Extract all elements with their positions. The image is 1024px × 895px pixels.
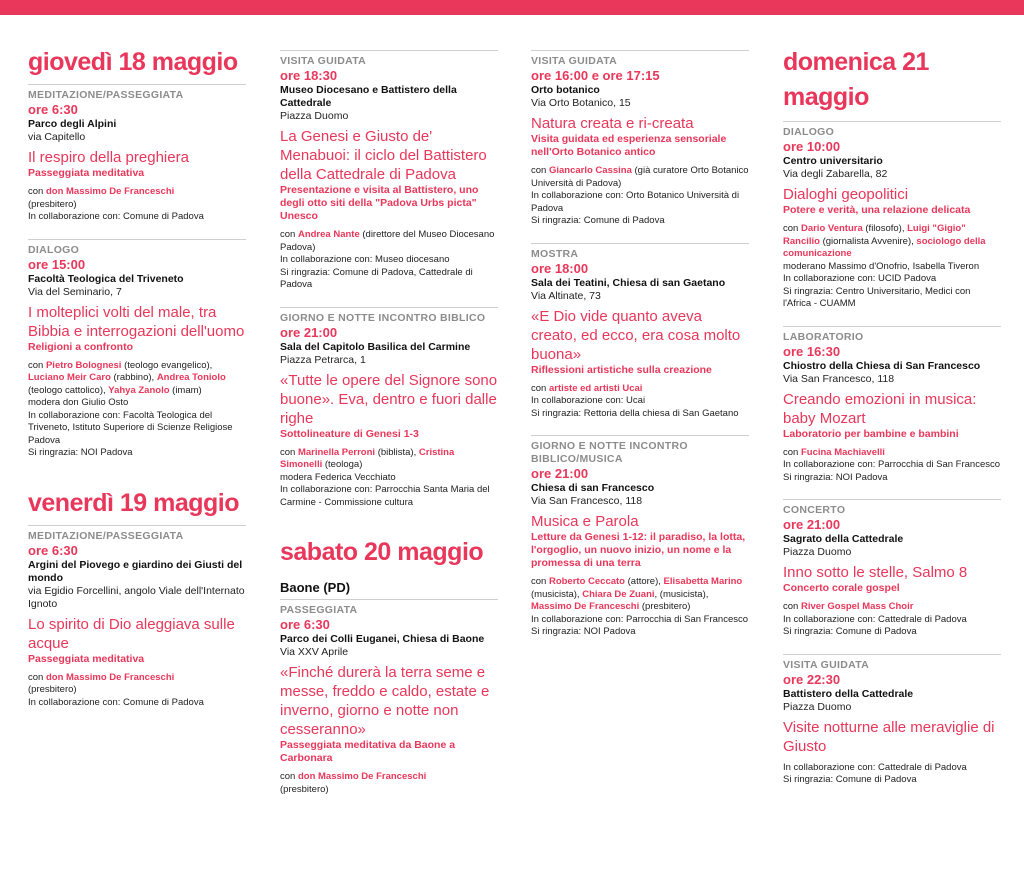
event-time: ore 21:00	[531, 466, 589, 481]
collaboration: In collaborazione con: Facoltà Teologica del Triveneto, Istituto Superiore di Scienze Religiose Padova	[28, 409, 233, 446]
event-title: Il respiro della preghiera	[28, 149, 189, 166]
event-details	[28, 360, 246, 460]
person-role: (presbitero)	[639, 601, 691, 612]
collaboration: In collaborazione con: Ucai	[531, 395, 646, 406]
person-name: Marinella Perroni	[297, 446, 376, 458]
collaboration: In collaborazione con: Museo diocesano	[280, 254, 450, 265]
person-name: Luigi "Gigio" Rancilio	[783, 223, 966, 247]
event-venue: Chiostro della Chiesa di San Francesco	[783, 359, 981, 372]
event-card	[783, 654, 1001, 787]
person-name: Elisabetta Marino	[663, 576, 743, 587]
event-time: ore 6:30	[280, 617, 330, 632]
thanks: Si ringrazia: NOI Padova	[783, 471, 888, 483]
event-time: ore 6:30	[28, 102, 78, 117]
event-category: VISITA GUIDATA	[783, 658, 870, 671]
with-label: con	[783, 446, 801, 458]
person-role: (imam)	[169, 384, 202, 396]
person-name: Pietro Bolognesi	[45, 359, 122, 371]
event-details	[531, 383, 749, 421]
role: (presbitero)	[28, 198, 77, 210]
person-name: Dario Ventura	[800, 223, 863, 234]
column-1	[28, 36, 246, 724]
day-heading: giovedì 18 maggio	[28, 48, 238, 76]
event-card	[783, 326, 1001, 485]
event-category: LABORATORIO	[783, 330, 864, 343]
event-card	[531, 243, 749, 421]
event-address: Via XXV Aprile	[280, 646, 349, 658]
event-category: MEDITAZIONE/PASSEGGIATA	[28, 529, 184, 542]
person-role-highlight: sociologo della comunicazione	[783, 235, 986, 259]
event-details	[280, 771, 498, 796]
event-card	[28, 525, 246, 710]
event-category: GIORNO E NOTTE INCONTRO BIBLICO/MUSICA	[531, 440, 688, 465]
event-title: Visite notturne alle meraviglie di Giusto	[783, 718, 995, 755]
with-label: con	[531, 165, 549, 176]
event-time: ore 10:00	[783, 139, 841, 154]
person-role: (musicista),	[531, 588, 583, 600]
person-name: Andrea Toniolo	[156, 372, 226, 383]
event-card	[783, 499, 1001, 639]
column-3	[531, 50, 749, 654]
collaboration: In collaborazione con: Comune di Padova	[28, 696, 204, 708]
event-category: MEDITAZIONE/PASSEGGIATA	[28, 89, 184, 101]
with-label: con	[531, 382, 549, 394]
event-time: ore 16:00 e ore 17:15	[531, 68, 660, 83]
event-title: I molteplici volti del male, tra Bibbia e interrogazioni dell'uomo	[28, 303, 245, 340]
person-name: don Massimo De Franceschi	[297, 771, 427, 782]
thanks: Si ringrazia: Comune di Padova	[783, 774, 917, 785]
event-address: Via degli Zabarella, 82	[783, 168, 888, 180]
with-label: con	[28, 671, 46, 683]
event-subtitle: Potere e verità, una relazione delicata	[783, 204, 971, 216]
event-title: «E Dio vide quanto aveva creato, ed ecco, era cosa molto buona»	[531, 307, 741, 363]
person-name: don Massimo De Franceschi	[45, 186, 175, 197]
collaboration: In collaborazione con: Orto Botanico Università di Padova	[531, 190, 740, 214]
event-subtitle: Religioni a confronto	[28, 340, 133, 353]
event-details	[28, 672, 246, 710]
with-label: con	[280, 446, 298, 458]
event-time: ore 21:00	[783, 517, 841, 532]
event-title: «Tutte le opere del Signore sono buone». Eva, dentro e fuori dalle righe	[280, 371, 498, 427]
event-title: «Finché durerà la terra seme e messe, freddo e caldo, estate e inverno, giorno e notte non cesseranno»	[280, 664, 490, 738]
day-heading: domenica 21 maggio	[783, 48, 929, 111]
event-subtitle: Visita guidata ed esperienza sensoriale nell'Orto Botanico antico	[531, 133, 727, 158]
event-address: Via Orto Botanico, 15	[531, 97, 631, 109]
with-label: con	[28, 186, 46, 197]
event-subtitle: Passeggiata meditativa da Baone a Carbonara	[280, 739, 456, 764]
thanks: Si ringrazia: Comune di Padova	[783, 626, 917, 637]
person-name: Luciano Meir Caro	[28, 372, 111, 383]
person-role: (biblista),	[375, 446, 419, 458]
event-card	[280, 599, 498, 796]
event-venue: Parco degli Alpini	[28, 118, 117, 130]
person-name: Massimo De Franceschi	[531, 601, 640, 612]
collaboration: In collaborazione con: Cattedrale di Padova	[783, 613, 967, 625]
event-subtitle: Letture da Genesi 1-12: il paradiso, la lotta, l'orgoglio, un nuovo inizio, un nome e la promessa di una terra	[531, 531, 746, 569]
event-time: ore 22:30	[783, 671, 841, 687]
with-label: con	[531, 576, 549, 587]
event-time: ore 18:30	[280, 68, 338, 83]
event-details	[280, 447, 498, 510]
event-title: Lo spirito di Dio aleggiava sulle acque	[28, 615, 235, 652]
event-details	[28, 186, 246, 224]
event-time: ore 18:00	[531, 260, 589, 276]
collaboration: In collaborazione con: Comune di Padova	[28, 211, 204, 222]
event-address: via Egidio Forcellini, angolo Viale dell'Internato Ignoto	[28, 584, 245, 610]
event-category: CONCERTO	[783, 504, 846, 516]
event-category: VISITA GUIDATA	[531, 55, 618, 67]
event-address: via Capitello	[28, 131, 86, 143]
with-label: con	[28, 359, 46, 371]
event-title: Creando emozioni in musica: baby Mozart	[783, 390, 977, 427]
event-time: ore 6:30	[28, 542, 78, 558]
event-address: Via Altinate, 73	[531, 289, 601, 302]
person-role: (direttore del Museo Diocesano Padova)	[280, 229, 495, 253]
person-name: Andrea Nante	[297, 229, 360, 240]
event-venue: Museo Diocesano e Battistero della Cattedrale	[280, 84, 457, 109]
person-role: (filosofo),	[862, 223, 908, 234]
person-role: (teologa)	[322, 459, 363, 470]
event-time: ore 16:30	[783, 343, 841, 359]
person-name: Cristina Simonelli	[280, 446, 455, 470]
person-name: don Massimo De Franceschi	[45, 671, 175, 683]
event-details	[531, 165, 749, 228]
event-venue: Chiesa di san Francesco	[531, 482, 655, 494]
person-role: (rabbino),	[110, 372, 157, 383]
collaboration: In collaborazione con: UCID Padova	[783, 273, 937, 284]
thanks: Si ringrazia: Centro Universitario, Medici con l'Africa - CUAMM	[783, 285, 971, 309]
role: (presbitero)	[280, 783, 329, 795]
event-card	[280, 50, 498, 292]
person-name: Yahya Zanolo	[108, 384, 170, 396]
person-role: (attore),	[624, 576, 664, 587]
thanks: Si ringrazia: NOI Padova	[531, 626, 636, 637]
event-venue: Centro universitario	[783, 155, 883, 167]
person-name: Roberto Ceccato	[548, 576, 625, 587]
event-category: GIORNO E NOTTE INCONTRO BIBLICO	[280, 311, 486, 324]
event-address: Via del Seminario, 7	[28, 285, 122, 298]
event-details	[783, 601, 1001, 639]
with-label: con	[280, 771, 298, 782]
event-venue: Sala dei Teatini, Chiesa di san Gaetano	[531, 276, 726, 289]
top-accent-bar	[0, 0, 1024, 15]
event-details	[783, 447, 1001, 485]
event-address: Piazza Duomo	[783, 546, 852, 558]
with-label: con	[783, 601, 801, 612]
person-name: Chiara De Zuani	[582, 588, 655, 600]
event-subtitle: Riflessioni artistiche sulla creazione	[531, 363, 712, 376]
collaboration: In collaborazione con: Parrocchia di San Francesco	[531, 613, 749, 625]
event-card	[531, 50, 749, 228]
collaboration: In collaborazione con: Cattedrale di Padova	[783, 761, 967, 773]
column-4	[783, 36, 1001, 802]
event-venue: Sagrato della Cattedrale	[783, 533, 904, 545]
event-details	[783, 223, 1001, 311]
location-heading: Baone (PD)	[280, 580, 351, 595]
event-subtitle: Laboratorio per bambine e bambini	[783, 427, 959, 440]
event-details	[531, 576, 749, 639]
event-title: Natura creata e ri-creata	[531, 115, 694, 132]
thanks: Si ringrazia: Comune di Padova, Cattedrale di Padova	[280, 266, 473, 290]
event-address: Piazza Petrarca, 1	[280, 353, 366, 366]
event-category: PASSEGGIATA	[280, 604, 358, 616]
with-label: con	[280, 229, 298, 240]
event-title: Musica e Parola	[531, 513, 639, 530]
event-category: VISITA GUIDATA	[280, 55, 367, 67]
person-name: artiste ed artisti Ucai	[548, 382, 643, 394]
thanks: Si ringrazia: Comune di Padova	[531, 215, 665, 226]
event-address: Via San Francesco, 118	[531, 495, 643, 507]
thanks: Si ringrazia: NOI Padova	[28, 447, 133, 458]
event-category: DIALOGO	[28, 243, 80, 256]
column-2	[280, 50, 498, 796]
person-name: Fucina Machiavelli	[800, 446, 885, 458]
event-card	[531, 435, 749, 639]
event-card	[28, 239, 246, 460]
event-category: DIALOGO	[783, 126, 835, 138]
event-venue: Facoltà Teologica del Triveneto	[28, 272, 184, 285]
moderator: moderano Massimo d'Onofrio, Isabella Tiveron	[783, 260, 980, 272]
event-address: Via San Francesco, 118	[783, 372, 895, 385]
moderator: modera don Giulio Osto	[28, 397, 129, 408]
day-heading: venerdì 19 maggio	[28, 488, 240, 517]
event-details	[783, 762, 1001, 787]
event-subtitle: Passeggiata meditativa	[28, 652, 145, 665]
event-title: Dialoghi geopolitici	[783, 186, 909, 203]
event-category: MOSTRA	[531, 247, 579, 260]
person-name: River Gospel Mass Choir	[800, 601, 914, 612]
event-card	[280, 307, 498, 510]
thanks: Si ringrazia: Rettoria della chiesa di San Gaetano	[531, 407, 739, 419]
person-role: (teologo evangelico),	[121, 359, 213, 371]
event-venue: Orto botanico	[531, 84, 600, 96]
event-subtitle: Passeggiata meditativa	[28, 167, 145, 179]
event-card	[28, 84, 246, 224]
person-role: (teologo cattolico),	[28, 384, 109, 396]
event-venue: Sala del Capitolo Basilica del Carmine	[280, 340, 471, 353]
event-subtitle: Sottolineature di Genesi 1-3	[280, 427, 419, 440]
day-heading: sabato 20 maggio	[280, 538, 484, 566]
event-venue: Battistero della Cattedrale	[783, 687, 914, 700]
moderator: modera Federica Vecchiato	[280, 471, 396, 483]
event-title: Inno sotto le stelle, Salmo 8	[783, 564, 968, 581]
event-details	[280, 229, 498, 292]
person-role: (giornalista Avvenire),	[819, 235, 917, 247]
person-role: (già curatore Orto Botanico Università di Padova)	[531, 165, 749, 189]
event-address: Piazza Duomo	[783, 700, 852, 713]
event-venue: Parco dei Colli Euganei, Chiesa di Baone	[280, 633, 485, 645]
collaboration: In collaborazione con: Parrocchia di San Francesco	[783, 459, 1001, 470]
event-card	[783, 121, 1001, 311]
collaboration: In collaborazione con: Parrocchia Santa Maria del Carmine - Commissione cultura	[280, 484, 490, 508]
event-venue: Argini del Piovego e giardino dei Giusti del mondo	[28, 558, 243, 584]
person-name: Giancarlo Cassina	[548, 165, 632, 176]
event-subtitle: Presentazione e visita al Battistero, uno degli otto siti della "Padova Urbs picta" Unesco	[280, 184, 479, 222]
role: (presbitero)	[28, 684, 77, 695]
event-address: Piazza Duomo	[280, 110, 349, 122]
event-time: ore 15:00	[28, 256, 86, 272]
event-time: ore 21:00	[280, 324, 338, 340]
event-subtitle: Concerto corale gospel	[783, 582, 900, 594]
with-label: con	[783, 223, 801, 234]
event-title: La Genesi e Giusto de' Menabuoi: il ciclo del Battistero della Cattedrale di Padova	[280, 128, 487, 183]
person-role: , (musicista),	[654, 588, 709, 600]
